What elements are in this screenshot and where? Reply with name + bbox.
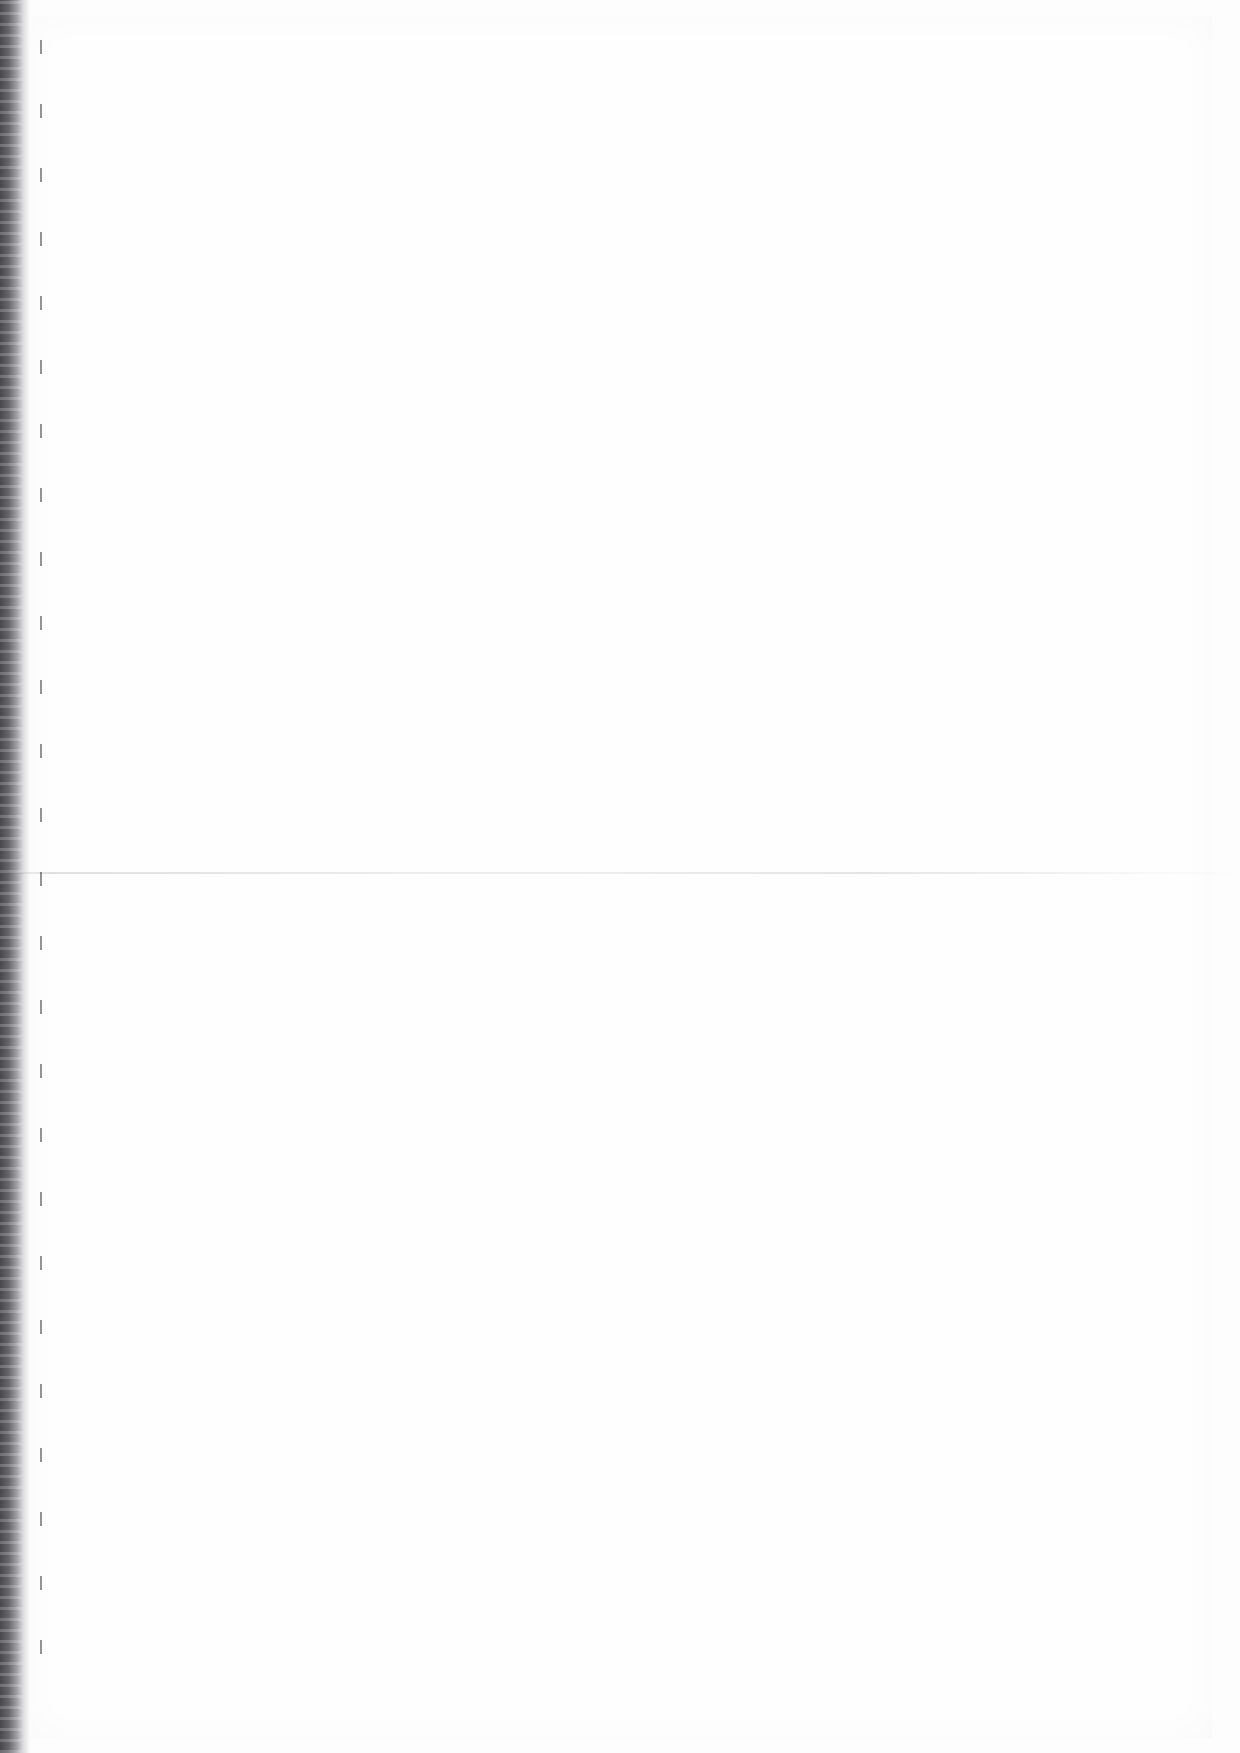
cover-page (600, 0, 1120, 40)
city-label (1000, 0, 1022, 40)
scan-left-edge (0, 0, 30, 1753)
center-fold-line (0, 872, 1240, 874)
diploma-title (1060, 0, 1160, 40)
document-paper (28, 16, 1212, 1738)
country-title (674, 0, 699, 40)
perforation-line (40, 40, 42, 1700)
diploma-subtitle (1170, 0, 1240, 40)
